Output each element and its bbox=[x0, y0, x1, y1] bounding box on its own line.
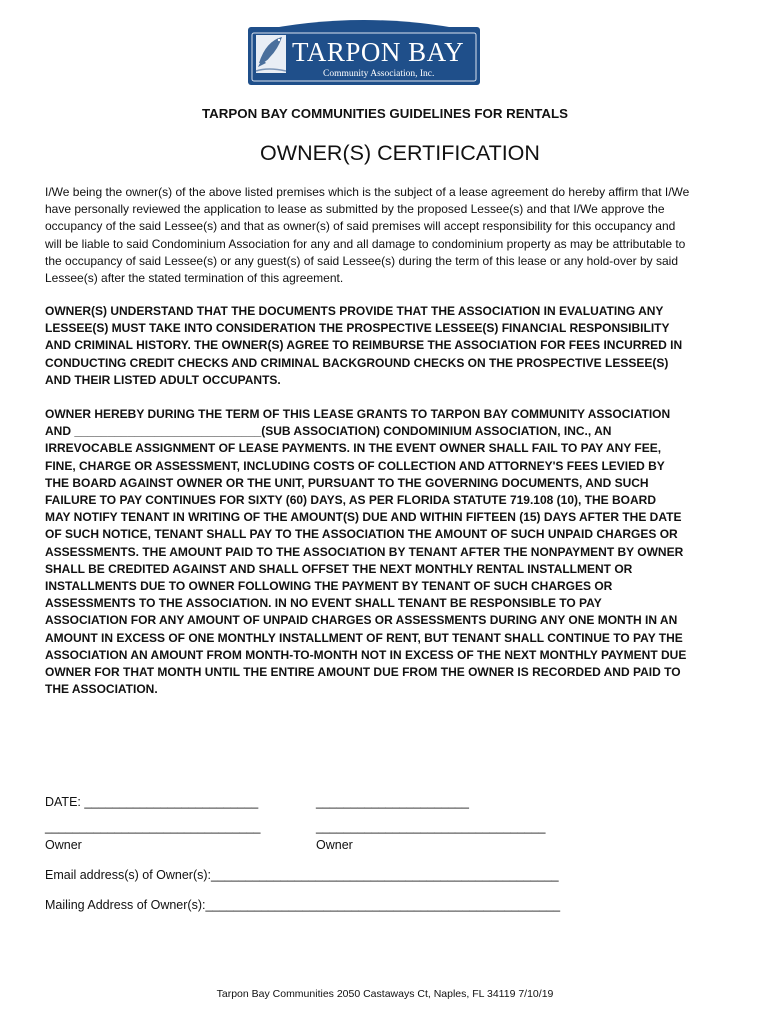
text-line: ASSESSMENTS TO THE ASSOCIATION. IN NO EVENT SHALL TENANT BE RESPONSIBLE TO PAY bbox=[45, 596, 602, 611]
text-line: SHALL BE CREDITED AGAINST AND SHALL OFFSET THE NEXT MONTHLY RENTAL INSTALLMENT OR bbox=[45, 561, 633, 576]
text-line: Lessee(s) after the stated termination of this agreement. bbox=[45, 271, 344, 286]
text-line: OWNER HEREBY DURING THE TERM OF THIS LEASE GRANTS TO TARPON BAY COMMUNITY ASSOCIATION bbox=[45, 407, 671, 421]
text-line: IRREVOCABLE ASSIGNMENT OF LEASE PAYMENTS. IN THE EVENT OWNER SHALL FAIL TO PAY ANY FEE, bbox=[45, 441, 662, 456]
text-line: OF SUCH NOTICE, TENANT SHALL PAY TO THE ASSOCIATION THE AMOUNT OF SUCH UNPAID CHARGES OR bbox=[45, 527, 678, 542]
understanding-paragraph bbox=[45, 303, 735, 389]
text-line: OWNER FOR THAT MONTH UNTIL THE ENTIRE AMOUNT DUE FROM THE OWNER IS RECORDED AND PAID TO bbox=[45, 665, 681, 680]
owner-signature-line-left[interactable]: _______________________________ bbox=[45, 820, 261, 834]
owner-label-right: Owner bbox=[316, 838, 353, 852]
text-line: INSTALLMENTS DUE TO OWNER FOLLOWING THE PAYMENT BY TENANT OF SUCH CHARGES OR bbox=[45, 579, 613, 594]
email-address-field[interactable]: Email address(s) of Owner(s):__________________________________________________ bbox=[45, 868, 559, 882]
text-line: AND THEIR LISTED ADULT OCCUPANTS. bbox=[45, 372, 281, 387]
text-line: MAY NOTIFY TENANT IN WRITING OF THE AMOUNT(S) DUE AND WITHIN FIFTEEN (15) DAYS AFTER THE DATE bbox=[45, 510, 682, 525]
text-line: ASSESSMENTS. THE AMOUNT PAID TO THE ASSOCIATION BY TENANT AFTER THE NONPAYMENT BY OWNER bbox=[45, 544, 684, 559]
text-line: have personally reviewed the application to lease as submitted by the proposed Lessee(s) and that I/We approve the bbox=[45, 202, 665, 217]
text-line: AND CRIMINAL HISTORY. THE OWNER(S) AGREE TO REIMBURSE THE ASSOCIATION FOR FEES INCURRED IN bbox=[45, 338, 683, 353]
text-line: ASSOCIATION FOR ANY AMOUNT OF UNPAID CHARGES OR ASSESSMENTS DURING ANY ONE MONTH IN AN bbox=[45, 613, 678, 628]
date-field-right[interactable]: ______________________ bbox=[316, 795, 469, 809]
mailing-address-field[interactable]: Mailing Address of Owner(s):___________________________________________________ bbox=[45, 898, 561, 912]
text-line: FINE, CHARGE OR ASSESSMENT, INCLUDING COSTS OF COLLECTION AND ATTORNEY'S FEES LEVIED BY bbox=[45, 458, 665, 473]
text-line: AMOUNT IN EXCESS OF ONE MONTHLY INSTALLMENT OF RENT, BUT TENANT SHALL CONTINUE TO PAY THE bbox=[45, 630, 683, 645]
text-line: THE BOARD AGAINST OWNER OR THE UNIT, PURSUANT TO THE GOVERNING DOCUMENTS, AND SUCH bbox=[45, 475, 649, 490]
text-line: LESSEE(S) MUST TAKE INTO CONSIDERATION THE PROSPECTIVE LESSEE(S) FINANCIAL RESPONSIBILITY bbox=[45, 321, 670, 336]
text-line: CONDUCTING CREDIT CHECKS AND CRIMINAL BACKGROUND CHECKS ON THE PROSPECTIVE LESSEE(S) bbox=[45, 355, 669, 370]
text-line: the occupancy of said Lessee(s) or any guest(s) of said Lessee(s) during the term of this lease or any hold-over by said bbox=[45, 253, 678, 268]
text-line: THE ASSOCIATION. bbox=[45, 682, 158, 697]
document-title: OWNER(S) CERTIFICATION bbox=[260, 141, 540, 165]
text-line: I/We being the owner(s) of the above listed premises which is the subject of a lease agreement do hereby affirm that I/We bbox=[45, 185, 690, 199]
text-line: OWNER(S) UNDERSTAND THAT THE DOCUMENTS PROVIDE THAT THE ASSOCIATION IN EVALUATING ANY bbox=[45, 304, 664, 318]
date-field[interactable]: DATE: _________________________ bbox=[45, 795, 259, 809]
document-heading: TARPON BAY COMMUNITIES GUIDELINES FOR RENTALS bbox=[202, 106, 568, 121]
text-line: occupancy of the said Lessee(s) and that as owner(s) of said premises will accept responsibility for this occupancy and bbox=[45, 219, 676, 234]
text-line: will be liable to said Condominium Association for any and all damage to condominium property as may be attributable to bbox=[45, 236, 686, 251]
text-line: ASSOCIATION AN AMOUNT FROM MONTH-TO-MONTH NOT IN EXCESS OF THE NEXT MONTHLY PAYMENT DUE bbox=[45, 647, 687, 662]
certification-paragraph bbox=[45, 184, 735, 287]
logo-title: TARPON BAY bbox=[292, 37, 465, 67]
owner-signature-line-right[interactable]: _________________________________ bbox=[316, 820, 546, 834]
logo-subtitle: Community Association, Inc. bbox=[323, 69, 435, 79]
text-line: AND ____________________________(SUB ASSOCIATION) CONDOMINIUM ASSOCIATION, INC., AN bbox=[45, 424, 612, 439]
text-line: FAILURE TO PAY CONTINUES FOR SIXTY (60) DAYS, AS PER FLORIDA STATUTE 719.108 (10), THE BOARD bbox=[45, 493, 657, 508]
assignment-paragraph bbox=[45, 406, 735, 698]
page-footer: Tarpon Bay Communities 2050 Castaways Ct, Naples, FL 34119 7/10/19 bbox=[216, 988, 554, 1000]
owner-label-left: Owner bbox=[45, 838, 82, 852]
